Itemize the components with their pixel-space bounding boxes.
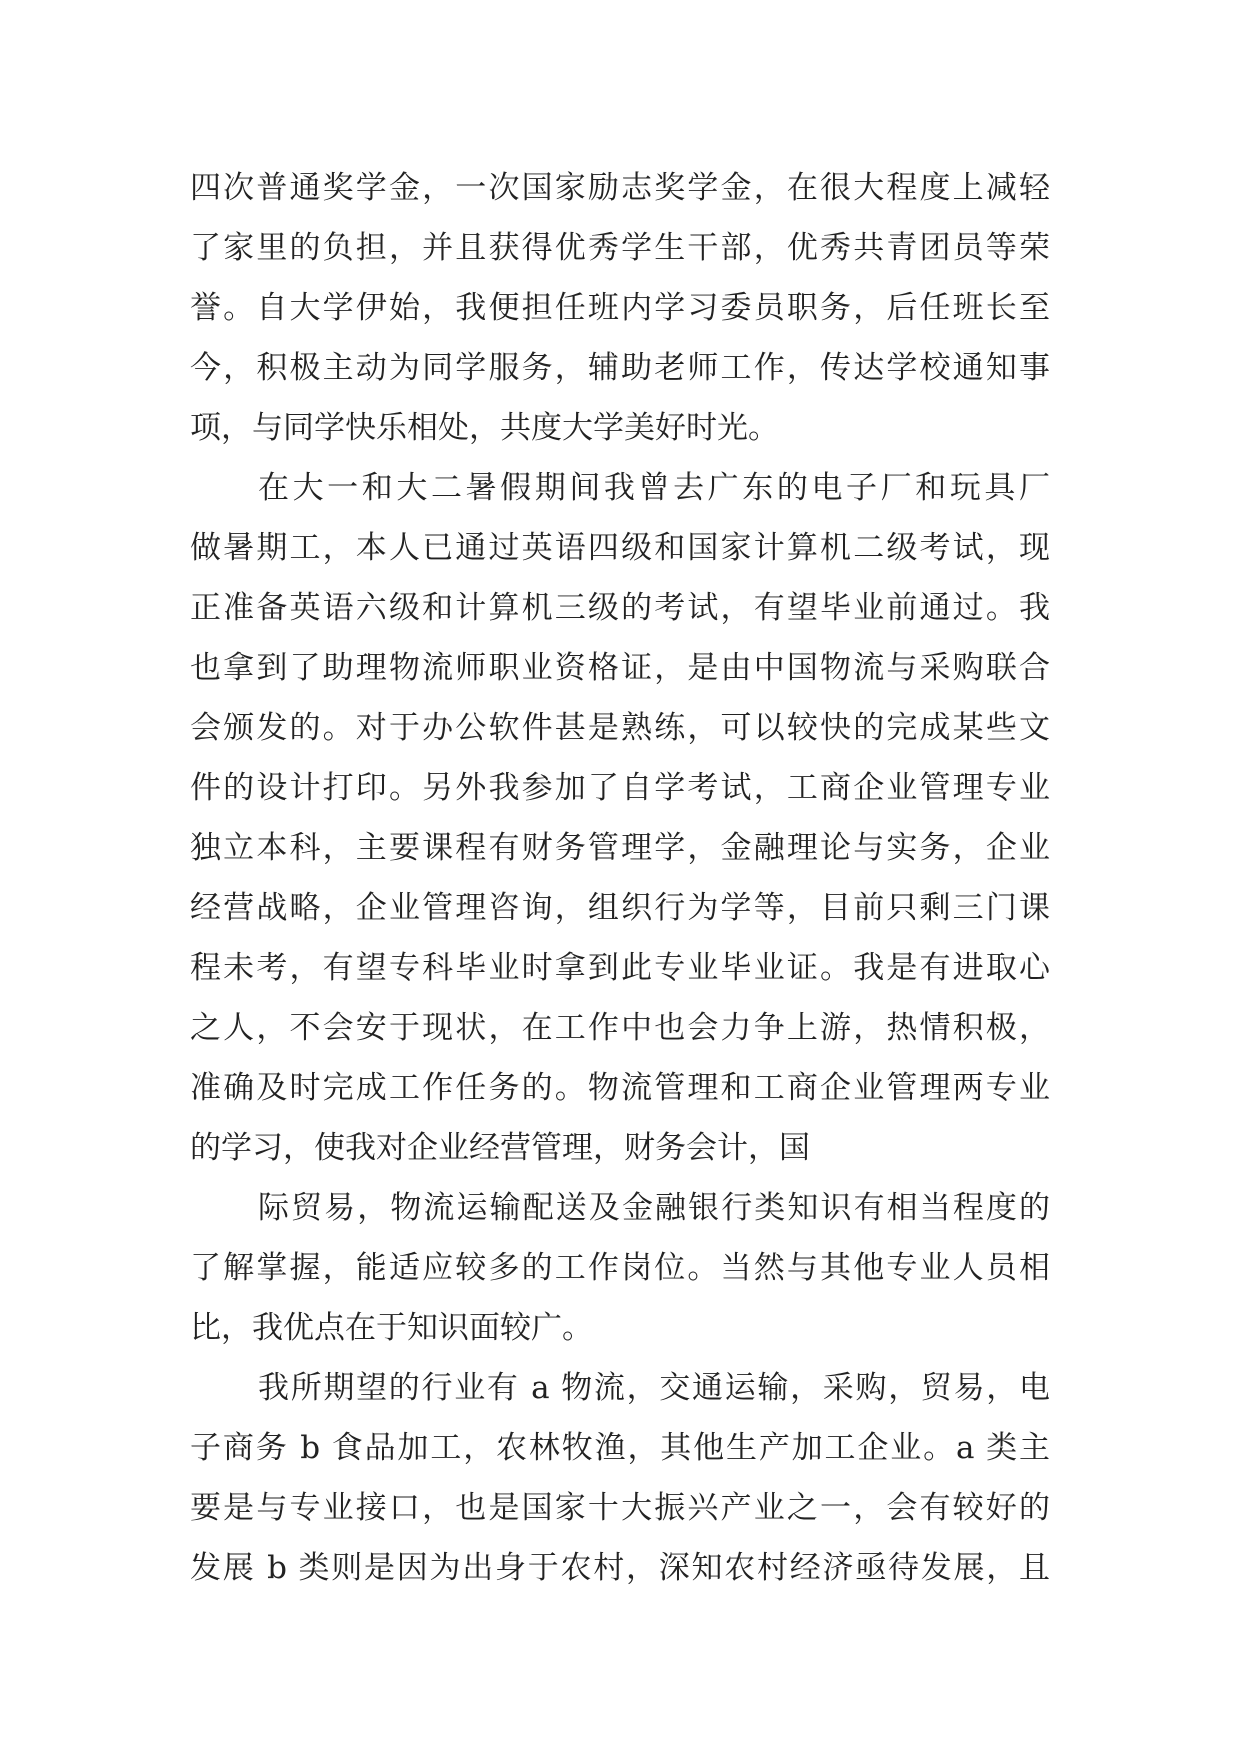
text-line: 誉。自大学伊始，我便担任班内学习委员职务，后任班长至 [190, 290, 1050, 326]
text-line: 子商务 b 食品加工，农林牧渔，其他生产加工企业。a 类主 [190, 1430, 1050, 1466]
text-line: 经营战略，企业管理咨询，组织行为学等，目前只剩三门课 [190, 890, 1050, 926]
text-line: 了解掌握，能适应较多的工作岗位。当然与其他专业人员相 [190, 1250, 1050, 1286]
paragraph-3 [190, 1178, 1050, 1358]
text-line: 比，我优点在于知识面较广。 [190, 1310, 593, 1346]
text-line: 程未考，有望专科毕业时拿到此专业毕业证。我是有进取心 [190, 950, 1050, 986]
paragraph-4 [190, 1358, 1050, 1598]
text-line: 际贸易，物流运输配送及金融银行类知识有相当程度的 [258, 1190, 1050, 1226]
text-line: 做暑期工，本人已通过英语四级和国家计算机二级考试，现 [190, 530, 1050, 566]
text-line: 四次普通奖学金，一次国家励志奖学金，在很大程度上减轻 [190, 170, 1050, 206]
text-line: 独立本科，主要课程有财务管理学，金融理论与实务，企业 [190, 830, 1050, 866]
text-line: 之人，不会安于现状，在工作中也会力争上游，热情积极， [190, 1010, 1050, 1046]
text-line: 会颁发的。对于办公软件甚是熟练，可以较快的完成某些文 [190, 710, 1050, 746]
text-line: 我所期望的行业有 a 物流，交通运输，采购，贸易，电 [258, 1370, 1050, 1406]
text-line: 今，积极主动为同学服务，辅助老师工作，传达学校通知事 [190, 350, 1050, 386]
document-body [190, 158, 1050, 1598]
text-line: 准确及时完成工作任务的。物流管理和工商企业管理两专业 [190, 1070, 1050, 1106]
text-line: 的学习，使我对企业经营管理，财务会计，国 [190, 1130, 810, 1166]
text-line: 了家里的负担，并且获得优秀学生干部，优秀共青团员等荣 [190, 230, 1050, 266]
text-line: 发展 b 类则是因为出身于农村，深知农村经济亟待发展，且 [190, 1550, 1050, 1586]
paragraph-2 [190, 458, 1050, 1178]
paragraph-1 [190, 158, 1050, 458]
text-line: 也拿到了助理物流师职业资格证，是由中国物流与采购联合 [190, 650, 1050, 686]
text-line: 项，与同学快乐相处，共度大学美好时光。 [190, 410, 779, 446]
text-line: 在大一和大二暑假期间我曾去广东的电子厂和玩具厂 [258, 470, 1050, 506]
text-line: 要是与专业接口，也是国家十大振兴产业之一，会有较好的 [190, 1490, 1050, 1526]
text-line: 件的设计打印。另外我参加了自学考试，工商企业管理专业 [190, 770, 1050, 806]
text-line: 正准备英语六级和计算机三级的考试，有望毕业前通过。我 [190, 590, 1050, 626]
